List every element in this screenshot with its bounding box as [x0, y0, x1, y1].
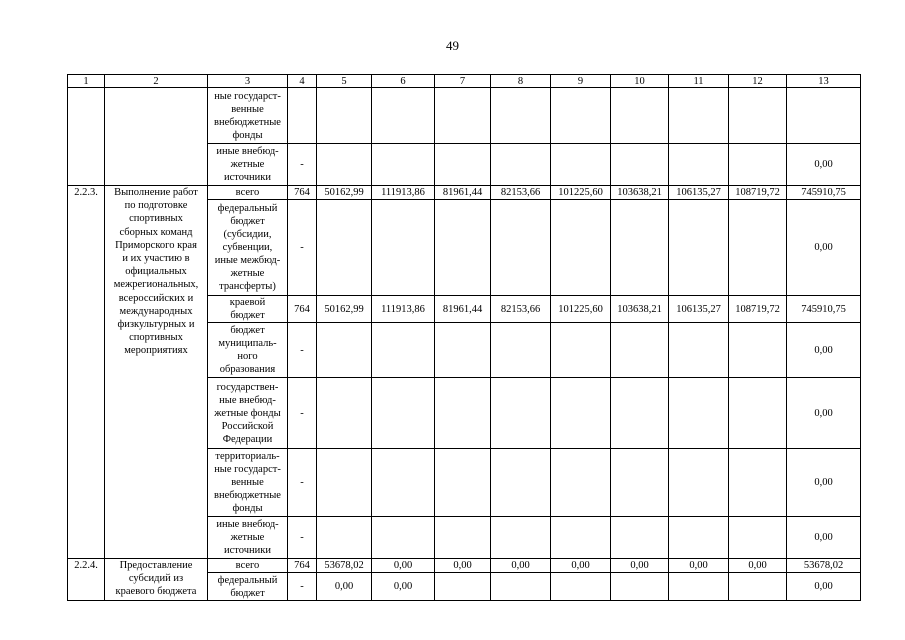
source-cell: всего — [208, 186, 288, 200]
value-cell-7: 0,00 — [435, 559, 491, 573]
value-cell-13: 53678,02 — [787, 559, 861, 573]
value-cell-11 — [669, 200, 729, 296]
source-cell: территориаль- ные государст- венные внебюджетные фонды — [208, 449, 288, 517]
header-cell-12: 12 — [729, 75, 787, 88]
value-cell-5: 0,00 — [317, 573, 372, 601]
header-cell-2: 2 — [105, 75, 208, 88]
value-cell-8 — [491, 88, 551, 144]
value-cell-9: 101225,60 — [551, 186, 611, 200]
value-cell-12 — [729, 144, 787, 186]
value-cell-6 — [372, 88, 435, 144]
value-cell-5 — [317, 144, 372, 186]
item-title-cell: Предоставление субсидий из краевого бюджета — [105, 559, 208, 601]
code-cell: 764 — [288, 296, 317, 323]
table-row — [68, 88, 861, 144]
source-cell: иные внебюд- жетные источники — [208, 144, 288, 186]
value-cell-9 — [551, 517, 611, 559]
value-cell-10 — [611, 323, 669, 378]
value-cell-12 — [729, 449, 787, 517]
value-cell-13 — [787, 88, 861, 144]
source-cell: всего — [208, 559, 288, 573]
source-cell: федеральный бюджет — [208, 573, 288, 601]
value-cell-7 — [435, 378, 491, 449]
value-cell-11: 0,00 — [669, 559, 729, 573]
source-cell: бюджет муниципаль- ного образования — [208, 323, 288, 378]
value-cell-9 — [551, 573, 611, 601]
value-cell-5 — [317, 200, 372, 296]
header-cell-7: 7 — [435, 75, 491, 88]
source-cell: государствен- ные внебюд- жетные фонды Российской Федерации — [208, 378, 288, 449]
page-number: 49 — [446, 38, 459, 53]
value-cell-5 — [317, 378, 372, 449]
value-cell-10 — [611, 449, 669, 517]
source-cell: федеральный бюджет (субсидии, субвенции, иные межбюд- жетные трансферты) — [208, 200, 288, 296]
value-cell-6 — [372, 200, 435, 296]
value-cell-11 — [669, 449, 729, 517]
source-cell: ные государст- венные внебюджетные фонды — [208, 88, 288, 144]
header-cell-11: 11 — [669, 75, 729, 88]
value-cell-10 — [611, 200, 669, 296]
value-cell-6 — [372, 144, 435, 186]
value-cell-6 — [372, 449, 435, 517]
value-cell-13: 0,00 — [787, 323, 861, 378]
value-cell-6: 0,00 — [372, 573, 435, 601]
value-cell-5 — [317, 88, 372, 144]
value-cell-13: 0,00 — [787, 449, 861, 517]
header-cell-8: 8 — [491, 75, 551, 88]
code-cell: - — [288, 573, 317, 601]
value-cell-8 — [491, 378, 551, 449]
header-row — [68, 75, 861, 88]
header-cell-6: 6 — [372, 75, 435, 88]
table-row — [68, 186, 861, 200]
value-cell-6 — [372, 323, 435, 378]
value-cell-8 — [491, 200, 551, 296]
value-cell-11: 106135,27 — [669, 186, 729, 200]
budget-table — [67, 74, 861, 601]
value-cell-6 — [372, 378, 435, 449]
value-cell-11 — [669, 323, 729, 378]
header-cell-5: 5 — [317, 75, 372, 88]
value-cell-7: 81961,44 — [435, 186, 491, 200]
value-cell-12 — [729, 323, 787, 378]
value-cell-8: 82153,66 — [491, 186, 551, 200]
value-cell-7 — [435, 88, 491, 144]
code-cell: - — [288, 144, 317, 186]
value-cell-8: 0,00 — [491, 559, 551, 573]
item-title-cell — [105, 88, 208, 186]
value-cell-6: 0,00 — [372, 559, 435, 573]
value-cell-6 — [372, 517, 435, 559]
value-cell-9 — [551, 378, 611, 449]
value-cell-11 — [669, 88, 729, 144]
item-title-cell: Выполнение работ по подготовке спортивных сборных команд Приморского края и их участию в официальных межрегиональных, всероссийских и международных физкультурных и спортивных мероприятиях — [105, 186, 208, 559]
value-cell-12: 108719,72 — [729, 186, 787, 200]
value-cell-13: 0,00 — [787, 144, 861, 186]
value-cell-10: 103638,21 — [611, 186, 669, 200]
value-cell-13: 0,00 — [787, 517, 861, 559]
value-cell-11 — [669, 144, 729, 186]
item-number-cell: 2.2.3. — [68, 186, 105, 559]
value-cell-10 — [611, 144, 669, 186]
value-cell-10 — [611, 517, 669, 559]
value-cell-11: 106135,27 — [669, 296, 729, 323]
value-cell-13: 0,00 — [787, 378, 861, 449]
table-body — [68, 75, 861, 601]
source-cell: иные внебюд- жетные источники — [208, 517, 288, 559]
value-cell-12 — [729, 88, 787, 144]
value-cell-8 — [491, 323, 551, 378]
value-cell-9: 0,00 — [551, 559, 611, 573]
source-cell: краевой бюджет — [208, 296, 288, 323]
value-cell-8 — [491, 449, 551, 517]
code-cell: - — [288, 517, 317, 559]
header-cell-4: 4 — [288, 75, 317, 88]
value-cell-8 — [491, 144, 551, 186]
value-cell-10 — [611, 573, 669, 601]
value-cell-5: 50162,99 — [317, 186, 372, 200]
code-cell — [288, 88, 317, 144]
value-cell-5 — [317, 323, 372, 378]
value-cell-12: 0,00 — [729, 559, 787, 573]
value-cell-7 — [435, 517, 491, 559]
value-cell-10: 0,00 — [611, 559, 669, 573]
header-cell-13: 13 — [787, 75, 861, 88]
value-cell-8 — [491, 517, 551, 559]
value-cell-5: 50162,99 — [317, 296, 372, 323]
value-cell-12 — [729, 517, 787, 559]
value-cell-13: 745910,75 — [787, 296, 861, 323]
value-cell-13: 745910,75 — [787, 186, 861, 200]
value-cell-9 — [551, 449, 611, 517]
header-cell-3: 3 — [208, 75, 288, 88]
value-cell-7 — [435, 449, 491, 517]
value-cell-10: 103638,21 — [611, 296, 669, 323]
value-cell-9 — [551, 200, 611, 296]
value-cell-11 — [669, 517, 729, 559]
value-cell-7 — [435, 323, 491, 378]
item-number-cell — [68, 88, 105, 186]
code-cell: - — [288, 449, 317, 517]
value-cell-8: 82153,66 — [491, 296, 551, 323]
value-cell-12 — [729, 200, 787, 296]
item-number-cell: 2.2.4. — [68, 559, 105, 601]
value-cell-9 — [551, 88, 611, 144]
value-cell-13: 0,00 — [787, 573, 861, 601]
value-cell-5: 53678,02 — [317, 559, 372, 573]
value-cell-5 — [317, 449, 372, 517]
value-cell-6: 111913,86 — [372, 296, 435, 323]
value-cell-6: 111913,86 — [372, 186, 435, 200]
value-cell-9: 101225,60 — [551, 296, 611, 323]
code-cell: - — [288, 378, 317, 449]
value-cell-13: 0,00 — [787, 200, 861, 296]
value-cell-9 — [551, 144, 611, 186]
value-cell-10 — [611, 378, 669, 449]
code-cell: - — [288, 323, 317, 378]
header-cell-1: 1 — [68, 75, 105, 88]
header-cell-10: 10 — [611, 75, 669, 88]
value-cell-11 — [669, 378, 729, 449]
value-cell-8 — [491, 573, 551, 601]
value-cell-7 — [435, 200, 491, 296]
code-cell: 764 — [288, 186, 317, 200]
value-cell-9 — [551, 323, 611, 378]
value-cell-12: 108719,72 — [729, 296, 787, 323]
value-cell-7 — [435, 144, 491, 186]
value-cell-7 — [435, 573, 491, 601]
code-cell: - — [288, 200, 317, 296]
value-cell-7: 81961,44 — [435, 296, 491, 323]
code-cell: 764 — [288, 559, 317, 573]
table-row — [68, 559, 861, 573]
header-cell-9: 9 — [551, 75, 611, 88]
value-cell-5 — [317, 517, 372, 559]
value-cell-11 — [669, 573, 729, 601]
value-cell-12 — [729, 573, 787, 601]
value-cell-10 — [611, 88, 669, 144]
value-cell-12 — [729, 378, 787, 449]
